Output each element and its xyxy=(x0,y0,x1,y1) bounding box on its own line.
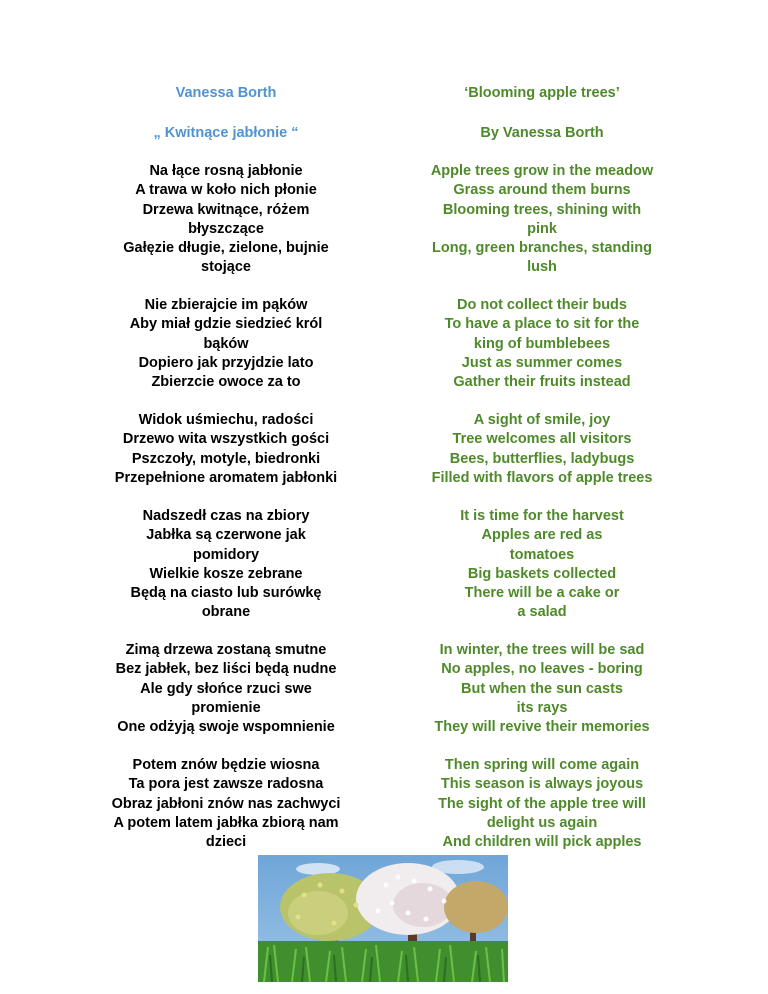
author-name: Vanessa Borth xyxy=(175,85,277,101)
poem-line: Just as summer comes xyxy=(461,354,623,371)
poem-line: In winter, the trees will be sad xyxy=(439,642,645,658)
poem-line: Drzewa kwitnące, różem xyxy=(142,201,310,218)
polish-stanza-6 xyxy=(88,756,364,852)
poem-line: king of bumblebees xyxy=(473,335,611,352)
poem-line: Będą na ciasto lub surówkę xyxy=(130,585,322,602)
poem-line: dzieci xyxy=(205,834,247,851)
english-stanza-1 xyxy=(400,162,684,278)
poem-line: promienie xyxy=(191,699,261,716)
poem-line: Ale gdy słońce rzuci swe xyxy=(140,680,312,697)
poem-line: Zbierzcie owoce za to xyxy=(151,374,301,391)
poem-line: Dopiero jak przyjdzie lato xyxy=(138,354,314,371)
poem-line: Potem znów będzie wiosna xyxy=(132,757,320,773)
poem-line: Filled with flavors of apple trees xyxy=(431,469,653,486)
tree-crown-highlight xyxy=(288,891,348,935)
poem-line: There will be a cake or xyxy=(464,585,620,602)
poem-line: pink xyxy=(527,220,557,237)
polish-stanza-2 xyxy=(88,296,364,392)
english-stanza-3 xyxy=(400,411,684,488)
poem-line: They will revive their memories xyxy=(434,719,650,736)
poem-line: Grass around them burns xyxy=(453,182,631,199)
poem-line: Then spring will come again xyxy=(444,757,640,773)
poem-line: Gałęzie długie, zielone, bujnie xyxy=(123,240,329,257)
poem-line: Widok uśmiechu, radości xyxy=(138,412,314,428)
english-stanza-6 xyxy=(400,756,684,852)
poem-line: Big baskets collected xyxy=(467,565,617,582)
poem-line: Blooming trees, shining with xyxy=(442,201,642,218)
poem-line: Wielkie kosze zebrane xyxy=(149,565,303,582)
poem-line: błyszczące xyxy=(188,220,264,237)
poem-line: And children will pick apples xyxy=(442,834,642,851)
polish-stanza-3 xyxy=(88,411,364,488)
english-byline: By Vanessa Borth xyxy=(480,125,604,141)
polish-title: „ Kwitnące jabłonie “ xyxy=(153,125,299,141)
poem-line: A sight of smile, joy xyxy=(473,412,611,428)
poem-line: Apple trees grow in the meadow xyxy=(430,163,654,179)
poem-line: Tree welcomes all visitors xyxy=(452,431,632,448)
poem-line: Przepełnione aromatem jabłonki xyxy=(114,469,338,486)
painting-grass xyxy=(258,941,508,982)
poem-line: a salad xyxy=(517,604,567,621)
poem-line: stojące xyxy=(201,259,251,276)
poem-line: Na łące rosną jabłonie xyxy=(149,163,303,179)
poem-line: Drzewo wita wszystkich gości xyxy=(122,431,330,448)
english-title: ‘Blooming apple trees’ xyxy=(464,85,620,101)
poem-line: tomatoes xyxy=(509,546,575,563)
poem-line: One odżyją swoje wspomnienie xyxy=(117,719,335,736)
poem-line: Bez jabłek, bez liści będą nudne xyxy=(115,661,337,678)
poem-line: Bees, butterflies, ladybugs xyxy=(449,450,635,467)
poem-line: pomidory xyxy=(192,546,260,563)
poem-line: Pszczoły, motyle, biedronki xyxy=(131,450,321,467)
poem-line: This season is always joyous xyxy=(440,776,644,793)
tree-crown-pink-tint xyxy=(393,883,453,927)
english-stanza-5 xyxy=(400,641,684,737)
poem-line: To have a place to sit for the xyxy=(444,316,640,333)
polish-stanza-5 xyxy=(88,641,364,737)
poem-line: Obraz jabłoni znów nas zachwyci xyxy=(111,795,341,812)
poem-line: its rays xyxy=(516,699,568,716)
poem-line: bąków xyxy=(203,335,249,352)
polish-stanza-4 xyxy=(88,507,364,623)
poem-line: But when the sun casts xyxy=(461,680,623,697)
english-stanza-2 xyxy=(400,296,684,392)
poem-line: No apples, no leaves - boring xyxy=(441,661,643,678)
poem-line: A potem latem jabłka zbiorą nam xyxy=(113,814,339,831)
tree-crown-tan xyxy=(444,881,508,933)
poem-line: Jabłka są czerwone jak xyxy=(146,527,306,544)
poem-line: obrane xyxy=(201,604,251,621)
poem-line: Apples are red as xyxy=(481,527,603,544)
poem-line: The sight of the apple tree will xyxy=(438,795,646,812)
poem-line: Zimą drzewa zostaną smutne xyxy=(125,642,327,658)
english-stanza-4 xyxy=(400,507,684,623)
poem-line: A trawa w koło nich płonie xyxy=(135,182,317,199)
poem-line: It is time for the harvest xyxy=(460,508,624,524)
apple-trees-painting xyxy=(258,855,508,982)
poem-line: Ta pora jest zawsze radosna xyxy=(128,776,324,793)
poem-line: Nie zbierajcie im pąków xyxy=(144,297,308,313)
poem-line: Do not collect their buds xyxy=(457,297,627,313)
poem-line: Gather their fruits instead xyxy=(453,374,631,391)
poem-line: lush xyxy=(527,259,557,276)
poem-line: Aby miał gdzie siedzieć król xyxy=(129,316,323,333)
poem-line: Long, green branches, standing xyxy=(432,240,652,257)
poem-line: delight us again xyxy=(486,814,598,831)
polish-stanza-1 xyxy=(88,162,364,278)
poem-line: Nadszedł czas na zbiory xyxy=(142,508,310,524)
